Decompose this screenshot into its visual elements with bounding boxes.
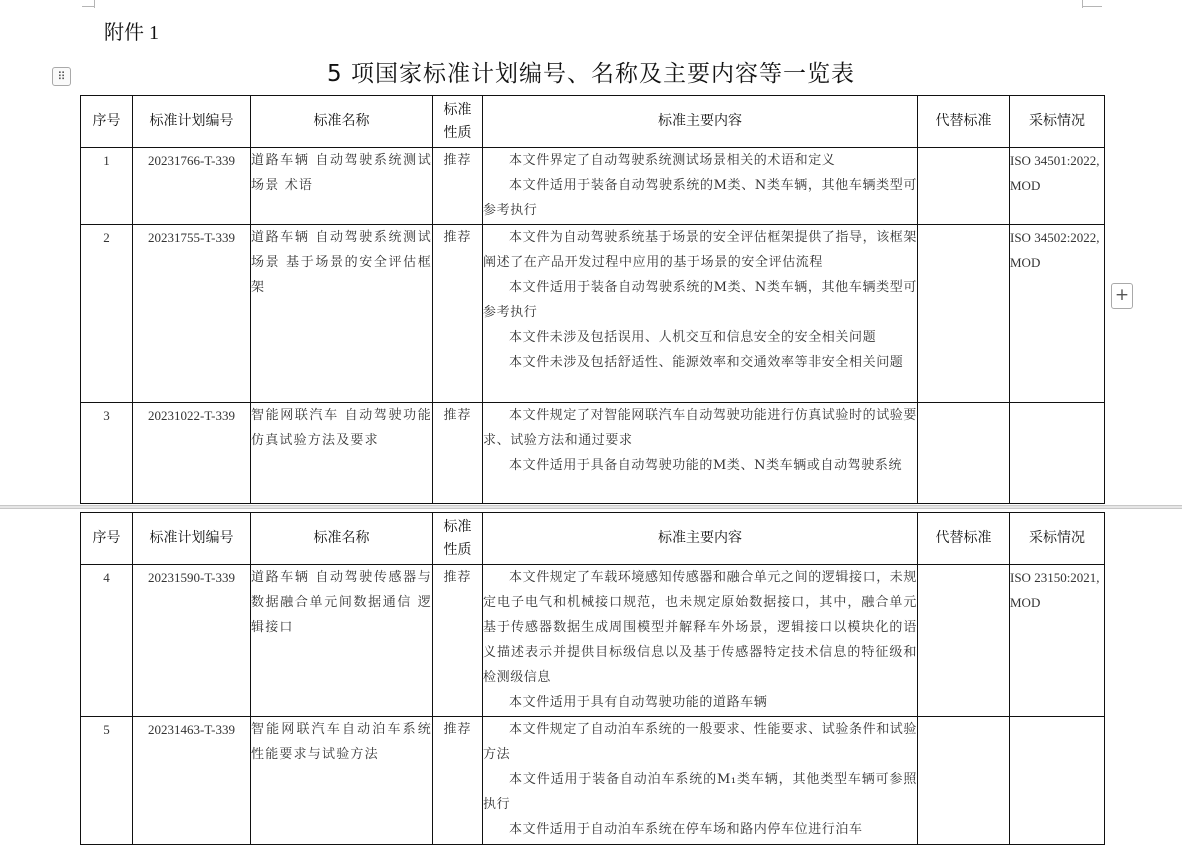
content-paragraph: 本文件界定了自动驾驶系统测试场景相关的术语和定义 bbox=[509, 153, 836, 168]
header-replaces: 代替标准 bbox=[918, 96, 1010, 148]
content-paragraph: 本文件适用于装备自动泊车系统的M₁类车辆，其他类型车辆可参照执行 bbox=[483, 772, 917, 812]
cell-name: 智能网联汽车 自动驾驶功能仿真试验方法及要求 bbox=[251, 403, 433, 504]
cell-content bbox=[483, 225, 918, 403]
cell-name: 智能网联汽车自动泊车系统性能要求与试验方法 bbox=[251, 717, 433, 845]
cell-plan-no: 20231755-T-339 bbox=[133, 225, 251, 403]
header-index: 序号 bbox=[81, 513, 133, 565]
header-nature: 标准性质 bbox=[433, 96, 483, 148]
content-paragraph: 本文件适用于自动泊车系统在停车场和路内停车位进行泊车 bbox=[509, 822, 863, 837]
header-plan-no: 标准计划编号 bbox=[133, 513, 251, 565]
cell-replaces bbox=[918, 403, 1010, 504]
cell-content bbox=[483, 403, 918, 504]
header-nature: 标准性质 bbox=[433, 513, 483, 565]
table-header-row bbox=[81, 96, 1105, 148]
content-paragraph: 本文件适用于具备自动驾驶功能的M类、N类车辆或自动驾驶系统 bbox=[509, 458, 903, 473]
content-paragraph: 本文件规定了对智能网联汽车自动驾驶功能进行仿真试验时的试验要求、试验方法和通过要求 bbox=[483, 408, 918, 448]
cell-replaces bbox=[918, 225, 1010, 403]
cell-adoption: ISO 34501:2022, MOD bbox=[1010, 148, 1105, 225]
header-content: 标准主要内容 bbox=[483, 513, 918, 565]
cell-plan-no: 20231766-T-339 bbox=[133, 148, 251, 225]
header-name: 标准名称 bbox=[251, 513, 433, 565]
cell-name: 道路车辆 自动驾驶传感器与数据融合单元间数据通信 逻辑接口 bbox=[251, 565, 433, 717]
table-row bbox=[81, 148, 1105, 225]
cell-index: 5 bbox=[81, 717, 133, 845]
content-paragraph: 本文件规定了车载环境感知传感器和融合单元之间的逻辑接口，未规定电子电气和机械接口规范，也未规定原始数据接口，其中，融合单元基于传感器数据生成周围模型并解释车外场景，逻辑接口以模块化的语义描述表示并提供目标级信息以及基于传感器特定技术信息的特征级和检测级信息 bbox=[483, 570, 918, 685]
margin-corner-mark bbox=[82, 6, 94, 7]
table-row bbox=[81, 717, 1105, 845]
content-paragraph: 本文件规定了自动泊车系统的一般要求、性能要求、试验条件和试验方法 bbox=[483, 722, 918, 762]
header-adoption: 采标情况 bbox=[1010, 96, 1105, 148]
cell-index: 3 bbox=[81, 403, 133, 504]
cell-nature: 推荐 bbox=[433, 565, 483, 717]
margin-corner-mark bbox=[1082, 6, 1102, 7]
cell-adoption bbox=[1010, 717, 1105, 845]
cell-adoption bbox=[1010, 403, 1105, 504]
header-replaces: 代替标准 bbox=[918, 513, 1010, 565]
cell-plan-no: 20231463-T-339 bbox=[133, 717, 251, 845]
content-paragraph: 本文件未涉及包括舒适性、能源效率和交通效率等非安全相关问题 bbox=[509, 355, 904, 370]
table-header-row bbox=[81, 513, 1105, 565]
standards-table bbox=[80, 95, 1105, 504]
cell-nature: 推荐 bbox=[433, 717, 483, 845]
header-plan-no: 标准计划编号 bbox=[133, 96, 251, 148]
cell-index: 1 bbox=[81, 148, 133, 225]
cell-replaces bbox=[918, 565, 1010, 717]
table-row bbox=[81, 403, 1105, 504]
table-row bbox=[81, 565, 1105, 717]
cell-index: 4 bbox=[81, 565, 133, 717]
cell-replaces bbox=[918, 148, 1010, 225]
cell-name: 道路车辆 自动驾驶系统测试场景 基于场景的安全评估框架 bbox=[251, 225, 433, 403]
cell-index: 2 bbox=[81, 225, 133, 403]
annex-label: 附件 1 bbox=[104, 22, 159, 44]
cell-content bbox=[483, 565, 918, 717]
content-paragraph: 本文件适用于装备自动驾驶系统的M类、N类车辆，其他车辆类型可参考执行 bbox=[483, 280, 917, 320]
cell-content bbox=[483, 148, 918, 225]
content-paragraph: 本文件适用于装备自动驾驶系统的M类、N类车辆，其他车辆类型可参考执行 bbox=[483, 178, 917, 218]
document-page-2 bbox=[0, 509, 1182, 857]
add-row-button[interactable]: + bbox=[1111, 283, 1133, 309]
header-index: 序号 bbox=[81, 96, 133, 148]
cell-plan-no: 20231590-T-339 bbox=[133, 565, 251, 717]
cell-replaces bbox=[918, 717, 1010, 845]
content-paragraph: 本文件未涉及包括误用、人机交互和信息安全的安全相关问题 bbox=[509, 330, 877, 345]
header-name: 标准名称 bbox=[251, 96, 433, 148]
standards-table-continued bbox=[80, 512, 1105, 845]
page-title: 5 项国家标准计划编号、名称及主要内容等一览表 bbox=[327, 61, 855, 87]
cell-content bbox=[483, 717, 918, 845]
table-row bbox=[81, 225, 1105, 403]
cell-adoption: ISO 34502:2022, MOD bbox=[1010, 225, 1105, 403]
cell-nature: 推荐 bbox=[433, 148, 483, 225]
header-adoption: 采标情况 bbox=[1010, 513, 1105, 565]
cell-plan-no: 20231022-T-339 bbox=[133, 403, 251, 504]
content-paragraph: 本文件适用于具有自动驾驶功能的道路车辆 bbox=[509, 695, 768, 710]
cell-name: 道路车辆 自动驾驶系统测试场景 术语 bbox=[251, 148, 433, 225]
cell-adoption: ISO 23150:2021, MOD bbox=[1010, 565, 1105, 717]
content-paragraph: 本文件为自动驾驶系统基于场景的安全评估框架提供了指导，该框架阐述了在产品开发过程中应用的基于场景的安全评估流程 bbox=[483, 230, 918, 270]
cell-nature: 推荐 bbox=[433, 225, 483, 403]
table-move-handle-icon[interactable]: ⠿ bbox=[52, 67, 71, 86]
cell-nature: 推荐 bbox=[433, 403, 483, 504]
header-content: 标准主要内容 bbox=[483, 96, 918, 148]
